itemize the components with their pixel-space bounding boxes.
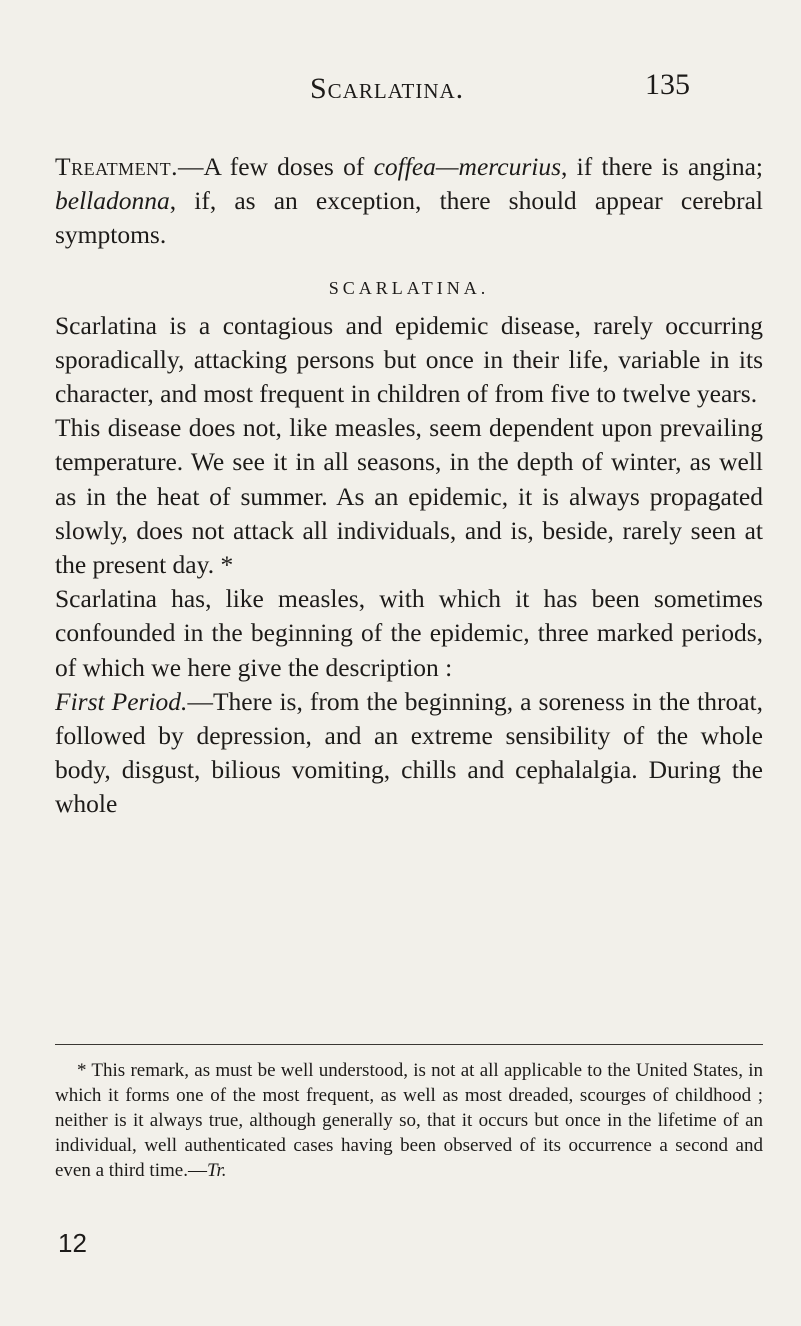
paragraph-first-period xyxy=(55,685,763,822)
section-heading: SCARLATINA. xyxy=(328,277,490,298)
treatment-text-b: , if there is angina; xyxy=(561,152,763,181)
page-number: 135 xyxy=(645,68,690,101)
footnote-text: * This remark, as must be well understood, is not at all applicable to the United States, in which it forms one of the most frequent, as well as most dreaded, scourges of childhood ; neither is it always true, although generally so, that it occurs but once in the lifetime of an individual, well authenticated cases having been observed of its occurrence a second and even a third time.— xyxy=(55,1060,763,1181)
footnote-translator-mark: Tr. xyxy=(206,1160,227,1181)
remedy-coffea-mercurius: coffea—mercurius xyxy=(373,152,562,181)
treatment-text-a: —A few doses of xyxy=(177,152,374,181)
treatment-paragraph xyxy=(55,150,763,253)
footnote xyxy=(55,1058,763,1183)
paragraph-definition: Scarlatina is a contagious and epidemic disease, rarely occurring sporadically, attacking persons but once in their life, variable in its character, and most frequent in children of from five to twelve years. xyxy=(55,310,763,409)
first-period-label: First Period. xyxy=(55,686,188,716)
treatment-label: Treatment. xyxy=(55,152,178,181)
running-head: Scarlatina. xyxy=(310,72,465,105)
paragraph-periods: Scarlatina has, like measles, with which it has been sometimes confounded in the beginning of the epidemic, three marked periods, of which we here give the description : xyxy=(55,584,763,682)
footnote-paragraph xyxy=(55,1058,763,1183)
signature-mark: 12 xyxy=(58,1228,87,1258)
first-period-text: —There is, from the beginning, a soreness in the throat, followed by depression, and an extreme sensibility of the whole body, disgust, bilious vomiting, chills and cephalalgia. During the whole xyxy=(55,686,763,819)
footnote-divider xyxy=(55,1044,763,1045)
paragraph-temperature: This disease does not, like measles, seem dependent upon prevailing temperature. We see it in all seasons, in the depth of winter, as well as in the heat of summer. As an epidemic, it is always propagated slowly, does not attack all individuals, and is, beside, rarely seen at the present day. * xyxy=(55,413,763,580)
main-text xyxy=(55,150,763,822)
treatment-text-c: , if, as an exception, there should appear cerebral symptoms. xyxy=(55,186,763,250)
remedy-belladonna: belladonna xyxy=(55,186,170,216)
